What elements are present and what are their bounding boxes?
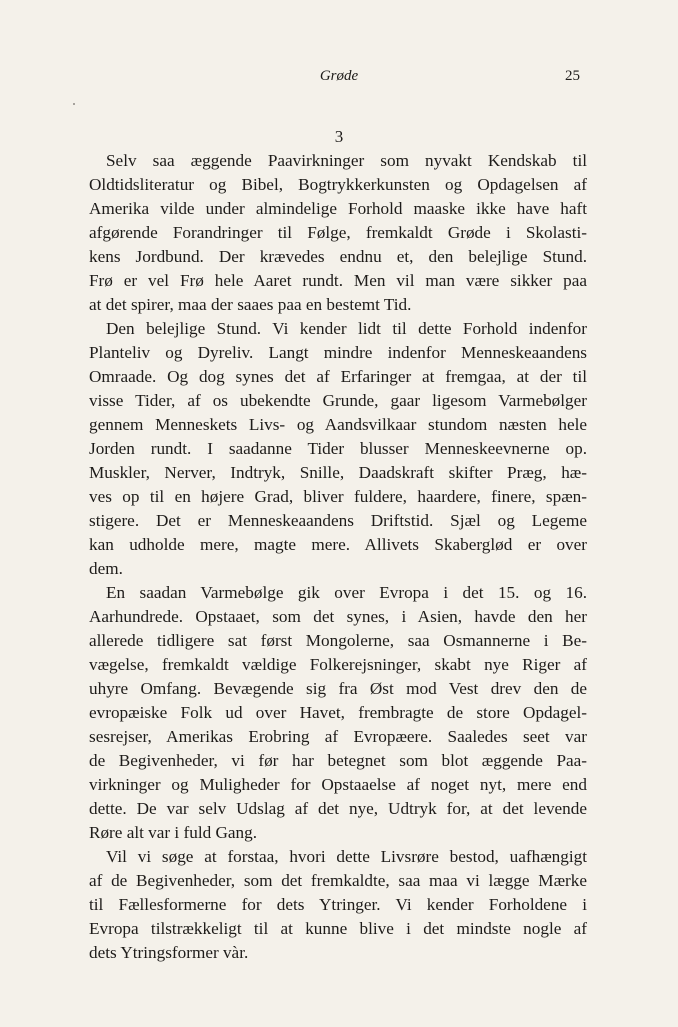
- text-line: En saadan Varmebølge gik over Evropa i det 15. og 16.: [106, 583, 587, 602]
- text-line: Evropa tilstrækkeligt til at kunne blive i det mindste nogle af: [89, 919, 587, 938]
- text-line: visse Tider, af os ubekendte Grunde, gaar ligesom Varmebølger: [89, 391, 587, 410]
- text-line: Jorden rundt. I saadanne Tider blusser Menneskeevnerne op.: [89, 439, 587, 458]
- text-line: kan udholde mere, magte mere. Allivets Skaberglød er over: [89, 535, 587, 554]
- text-line: sesrejser, Amerikas Erobring af Evropæere. Saaledes seet var: [89, 727, 587, 746]
- text-line: at det spirer, maa der saaes paa en bestemt Tid.: [89, 295, 412, 314]
- text-line: kens Jordbund. Der krævedes endnu et, den belejlige Stund.: [89, 247, 587, 266]
- text-line: Vil vi søge at forstaa, hvori dette Livsrøre bestod, uafhængigt: [106, 847, 587, 866]
- text-line: Muskler, Nerver, Indtryk, Snille, Daadskraft skifter Præg, hæ-: [89, 463, 587, 482]
- text-line: allerede tidligere sat først Mongolerne, saa Osmannerne i Be-: [89, 631, 587, 650]
- text-line: dem.: [89, 559, 123, 578]
- page-header: [0, 66, 678, 86]
- text-line: afgørende Forandringer til Følge, fremkaldt Grøde i Skolasti-: [89, 223, 587, 242]
- text-line: evropæiske Folk ud over Havet, frembragte de store Opdagel-: [89, 703, 587, 722]
- text-line: virkninger og Muligheder for Opstaaelse af noget nyt, mere end: [89, 775, 587, 794]
- text-line: uhyre Omfang. Bevægende sig fra Øst mod Vest drev den de: [89, 679, 587, 698]
- section-number: 3: [334, 127, 344, 146]
- page-number: 25: [565, 68, 580, 84]
- text-line: til Fællesformerne for dets Ytringer. Vi kender Forholdene i: [89, 895, 587, 914]
- text-line: dette. De var selv Udslag af det nye, Udtryk for, at det levende: [89, 799, 587, 818]
- text-line: Aarhundrede. Opstaaet, som det synes, i Asien, havde den her: [89, 607, 587, 626]
- text-line: stigere. Det er Menneskeaandens Driftstid. Sjæl og Legeme: [89, 511, 587, 530]
- text-line: Frø er vel Frø hele Aaret rundt. Men vil man være sikker paa: [89, 271, 587, 290]
- text-line: gennem Menneskets Livs- og Aandsvilkaar stundom næsten hele: [89, 415, 587, 434]
- paper-speck: [73, 103, 75, 105]
- text-line: de Begivenheder, vi før har betegnet som blot æggende Paa-: [89, 751, 587, 770]
- text-line: Den belejlige Stund. Vi kender lidt til dette Forhold indenfor: [106, 319, 587, 338]
- body-text: [89, 149, 587, 965]
- text-line: Oldtidsliteratur og Bibel, Bogtrykkerkunsten og Opdagelsen af: [89, 175, 587, 194]
- text-line: Amerika vilde under almindelige Forhold maaske ikke have haft: [89, 199, 587, 218]
- text-line: Omraade. Og dog synes det af Erfaringer at fremgaa, at der til: [89, 367, 587, 386]
- text-line: Røre alt var i fuld Gang.: [89, 823, 258, 842]
- text-line: Selv saa æggende Paavirkninger som nyvakt Kendskab til: [106, 151, 587, 170]
- text-line: dets Ytringsformer vàr.: [89, 943, 249, 962]
- text-line: af de Begivenheder, som det fremkaldte, saa maa vi lægge Mærke: [89, 871, 587, 890]
- text-line: vægelse, fremkaldt vældige Folkerejsninger, skabt nye Riger af: [89, 655, 587, 674]
- running-title: Grøde: [319, 68, 359, 84]
- text-line: Planteliv og Dyreliv. Langt mindre indenfor Menneskeaandens: [89, 343, 587, 362]
- text-line: ves op til en højere Grad, bliver fuldere, haardere, finere, spæn-: [89, 487, 587, 506]
